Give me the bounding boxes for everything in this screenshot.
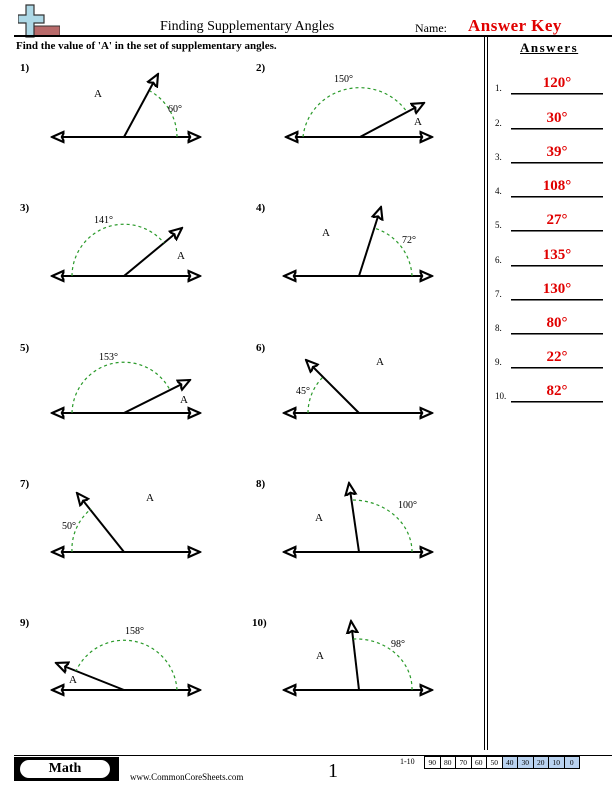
answer-row — [495, 144, 603, 164]
unknown-label: A — [316, 650, 324, 662]
answers-heading: Answers — [520, 40, 579, 55]
score-cell: 20 — [533, 757, 549, 768]
answer-value: 39° — [546, 144, 568, 160]
answer-value: 120° — [542, 75, 572, 91]
answer-value: 80° — [546, 315, 568, 331]
score-cell: 60 — [471, 757, 487, 768]
answer-number: 2. — [495, 118, 502, 128]
answer-row — [495, 212, 603, 232]
answer-line — [511, 333, 603, 335]
unknown-label: A — [315, 512, 323, 524]
score-cell: 0 — [564, 757, 580, 768]
instructions: Find the value of 'A' in the set of supplementary angles. — [16, 40, 277, 52]
answer-number: 3. — [495, 152, 502, 162]
score-table — [424, 756, 580, 769]
answer-number: 1. — [495, 83, 502, 93]
angle-diagram — [20, 342, 250, 462]
answer-line — [511, 299, 603, 301]
score-range-label: 1-10 — [400, 757, 415, 766]
unknown-label: A — [69, 674, 77, 686]
answer-value: 27° — [546, 212, 568, 228]
answer-value: 82° — [546, 383, 568, 399]
given-angle: 45° — [296, 386, 310, 397]
given-angle: 141° — [94, 215, 113, 226]
angle-diagram — [20, 202, 250, 322]
angle-diagram — [256, 62, 486, 182]
angle-diagram — [256, 342, 486, 462]
unknown-label: A — [376, 356, 384, 368]
answer-line — [511, 128, 603, 130]
answer-value: 108° — [542, 178, 572, 194]
problem-10 — [252, 617, 482, 737]
angle-diagram — [252, 617, 482, 737]
unknown-label: A — [322, 227, 330, 239]
unknown-label: A — [94, 88, 102, 100]
subject-badge — [14, 757, 119, 781]
header-divider — [14, 35, 612, 37]
answer-row — [495, 247, 603, 267]
score-cell: 90 — [428, 758, 436, 767]
problem-6 — [256, 342, 486, 462]
answer-value: 135° — [542, 247, 572, 263]
plus-sign-logo-icon — [18, 4, 60, 38]
problem-number: 7) — [20, 478, 30, 490]
answer-value: 130° — [542, 281, 572, 297]
score-cell: 70 — [455, 757, 471, 768]
problem-number: 9) — [20, 617, 30, 629]
name-value: Answer Key — [468, 16, 562, 35]
problem-number: 1) — [20, 62, 30, 74]
problem-2 — [256, 62, 486, 182]
score-cell: 80 — [440, 757, 456, 768]
angle-diagram — [20, 478, 250, 598]
answer-line — [511, 367, 603, 369]
answer-line — [511, 162, 603, 164]
given-angle: 100° — [398, 500, 417, 511]
problem-number: 3) — [20, 202, 30, 214]
answer-number: 5. — [495, 220, 502, 230]
score-cell: 10 — [548, 757, 564, 768]
problem-number: 10) — [252, 617, 267, 629]
given-angle: 153° — [99, 352, 118, 363]
answer-row — [495, 75, 603, 95]
problem-5 — [20, 342, 250, 462]
unknown-label: A — [146, 492, 154, 504]
score-cell: 30 — [517, 757, 533, 768]
answer-row — [495, 281, 603, 301]
score-cell: 40 — [502, 757, 518, 768]
worksheet-title: Finding Supplementary Angles — [160, 19, 335, 34]
answer-value: 30° — [546, 110, 568, 126]
problem-number: 5) — [20, 342, 30, 354]
name-label: Name: — [415, 21, 447, 35]
answer-row — [495, 178, 603, 198]
unknown-label: A — [177, 250, 185, 262]
answer-row — [495, 315, 603, 335]
answer-row — [495, 110, 603, 130]
problem-number: 4) — [256, 202, 266, 214]
answer-line — [511, 93, 603, 95]
answer-number: 10. — [495, 391, 507, 401]
answer-value: 22° — [546, 349, 568, 365]
website-text: www.CommonCoreSheets.com — [130, 772, 244, 782]
angle-diagram — [256, 478, 486, 598]
given-angle: 50° — [62, 521, 76, 532]
angle-diagram — [256, 202, 486, 322]
problem-3 — [20, 202, 250, 322]
given-angle: 72° — [402, 235, 416, 246]
page-number: 1 — [328, 760, 338, 782]
answer-line — [511, 230, 603, 232]
given-angle: 158° — [125, 626, 144, 637]
answer-number: 6. — [495, 255, 502, 265]
problem-number: 6) — [256, 342, 266, 354]
score-cell: 50 — [486, 757, 502, 768]
problem-number: 8) — [256, 478, 266, 490]
problem-number: 2) — [256, 62, 266, 74]
problem-7 — [20, 478, 250, 598]
problem-1 — [20, 62, 250, 182]
given-angle: 98° — [391, 639, 405, 650]
answer-line — [511, 265, 603, 267]
problem-8 — [256, 478, 486, 598]
unknown-label: A — [180, 394, 188, 406]
angle-diagram — [20, 62, 250, 182]
answer-number: 9. — [495, 357, 502, 367]
answer-row — [495, 383, 603, 403]
problem-9 — [20, 617, 250, 737]
answer-line — [511, 401, 603, 403]
answer-row — [495, 349, 603, 369]
given-angle: 150° — [334, 74, 353, 85]
answer-number: 7. — [495, 289, 502, 299]
unknown-label: A — [414, 116, 422, 128]
problem-4 — [256, 202, 486, 322]
subject-label: Math — [20, 760, 110, 778]
answer-number: 8. — [495, 323, 502, 333]
given-angle: 60° — [168, 104, 182, 115]
answer-number: 4. — [495, 186, 502, 196]
answer-line — [511, 196, 603, 198]
